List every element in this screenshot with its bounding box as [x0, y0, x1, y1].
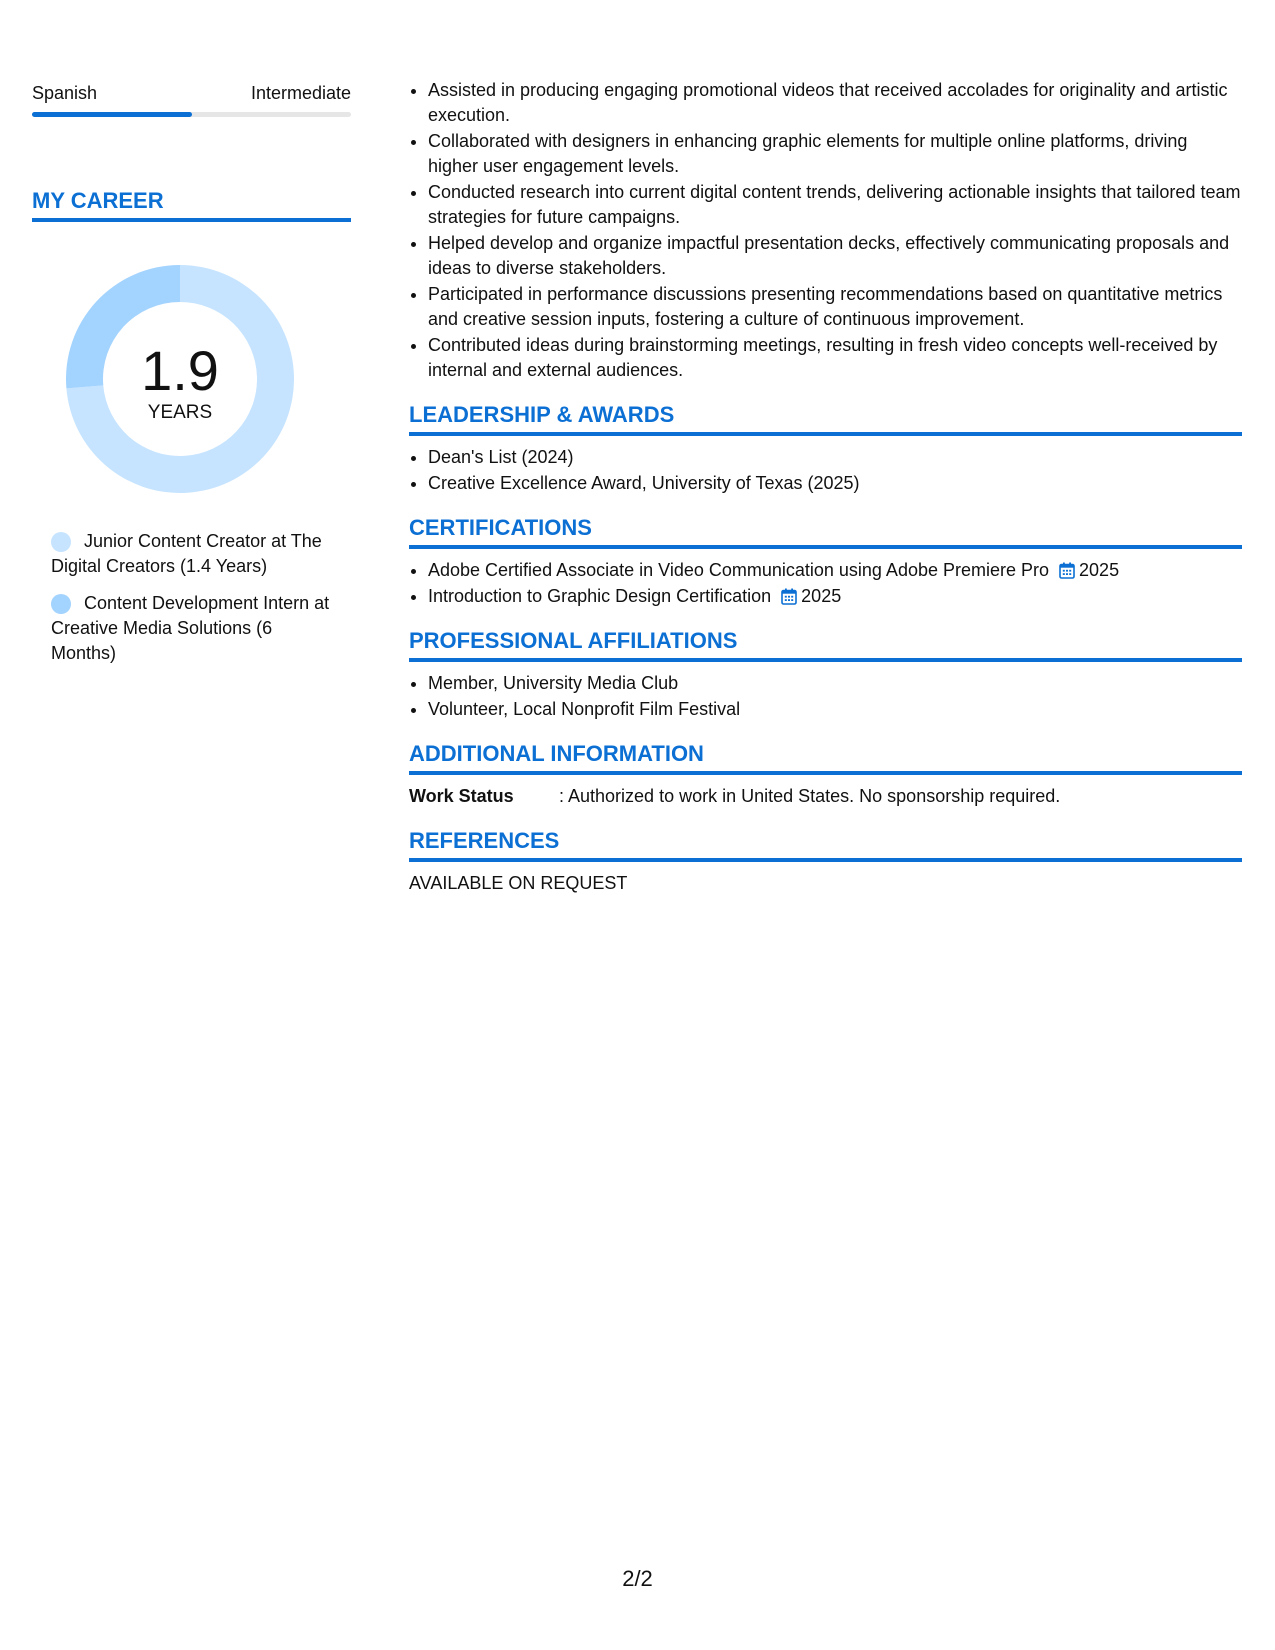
- references-section: [409, 827, 1242, 896]
- language-proficiency-fill: [32, 112, 192, 117]
- donut-center: [66, 265, 294, 493]
- leadership-section-title: LEADERSHIP & AWARDS: [409, 401, 1242, 436]
- list-item: • Contributed ideas during brainstorming meetings, resulting in fresh video concepts well-received by internal and external audiences.: [428, 333, 1242, 383]
- list-item: • Member, University Media Club: [428, 671, 1242, 696]
- certification-year: 2025: [1079, 560, 1120, 580]
- language-row: [32, 78, 351, 108]
- affiliations-list: [409, 671, 1242, 722]
- certification-year: 2025: [801, 586, 842, 606]
- list-item: • Assisted in producing engaging promotional videos that received accolades for originality and artistic execution.: [428, 78, 1242, 128]
- work-status-label: Work Status: [409, 786, 514, 806]
- references-text: AVAILABLE ON REQUEST: [409, 873, 628, 893]
- certifications-list: [409, 558, 1242, 609]
- list-item: • Creative Excellence Award, University of Texas (2025): [428, 471, 1242, 496]
- certifications-section-title: CERTIFICATIONS: [409, 514, 1242, 549]
- list-item: • Collaborated with designers in enhancing graphic elements for multiple online platforms, driving higher user engagement levels.: [428, 129, 1242, 179]
- legend-dot: [51, 532, 71, 552]
- list-item: • Dean's List (2024): [428, 445, 1242, 470]
- career-total-unit: YEARS: [147, 402, 213, 423]
- leadership-list: [409, 445, 1242, 496]
- work-status-value: : Authorized to work in United States. No sponsorship required.: [559, 786, 1061, 806]
- leadership-section: [409, 401, 1242, 496]
- career-donut-chart: [66, 265, 294, 493]
- career-section-title: MY CAREER: [32, 187, 351, 222]
- legend-dot: [51, 594, 71, 614]
- additional-info-section: [409, 740, 1242, 809]
- work-status-row: [409, 784, 1242, 809]
- language-level: Intermediate: [250, 83, 351, 103]
- certifications-section: [409, 514, 1242, 609]
- career-legend: [51, 529, 331, 666]
- language-proficiency-bar: [32, 112, 351, 117]
- calendar-icon: [781, 588, 797, 605]
- career-total-value: 1.9: [141, 339, 219, 402]
- experience-bullet-list: [409, 78, 1242, 383]
- list-item: • Conducted research into current digital content trends, delivering actionable insights that tailored team strategies for future campaigns.: [428, 180, 1242, 230]
- certification-name: Adobe Certified Associate in Video Communication using Adobe Premiere Pro: [428, 560, 1050, 580]
- language-name: Spanish: [32, 83, 98, 103]
- references-section-title: REFERENCES: [409, 827, 1242, 862]
- legend-label: Junior Content Creator at The Digital Creators (1.4 Years): [51, 531, 322, 576]
- calendar-icon: [1059, 562, 1075, 579]
- page-number: 2/2: [622, 1566, 653, 1591]
- list-item: [428, 584, 1242, 609]
- affiliations-section: [409, 627, 1242, 722]
- legend-item: [51, 529, 331, 579]
- legend-item: [51, 591, 331, 666]
- list-item: • Helped develop and organize impactful presentation decks, effectively communicating proposals and ideas to diverse stakeholders.: [428, 231, 1242, 281]
- left-column: [32, 78, 351, 678]
- certification-name: Introduction to Graphic Design Certification: [428, 586, 772, 606]
- list-item: [428, 558, 1242, 583]
- right-column: [409, 78, 1242, 896]
- list-item: • Participated in performance discussions presenting recommendations based on quantitative metrics and creative session inputs, fostering a culture of continuous improvement.: [428, 282, 1242, 332]
- additional-info-section-title: ADDITIONAL INFORMATION: [409, 740, 1242, 775]
- legend-label: Content Development Intern at Creative Media Solutions (6 Months): [51, 593, 330, 663]
- affiliations-section-title: PROFESSIONAL AFFILIATIONS: [409, 627, 1242, 662]
- list-item: • Volunteer, Local Nonprofit Film Festival: [428, 697, 1242, 722]
